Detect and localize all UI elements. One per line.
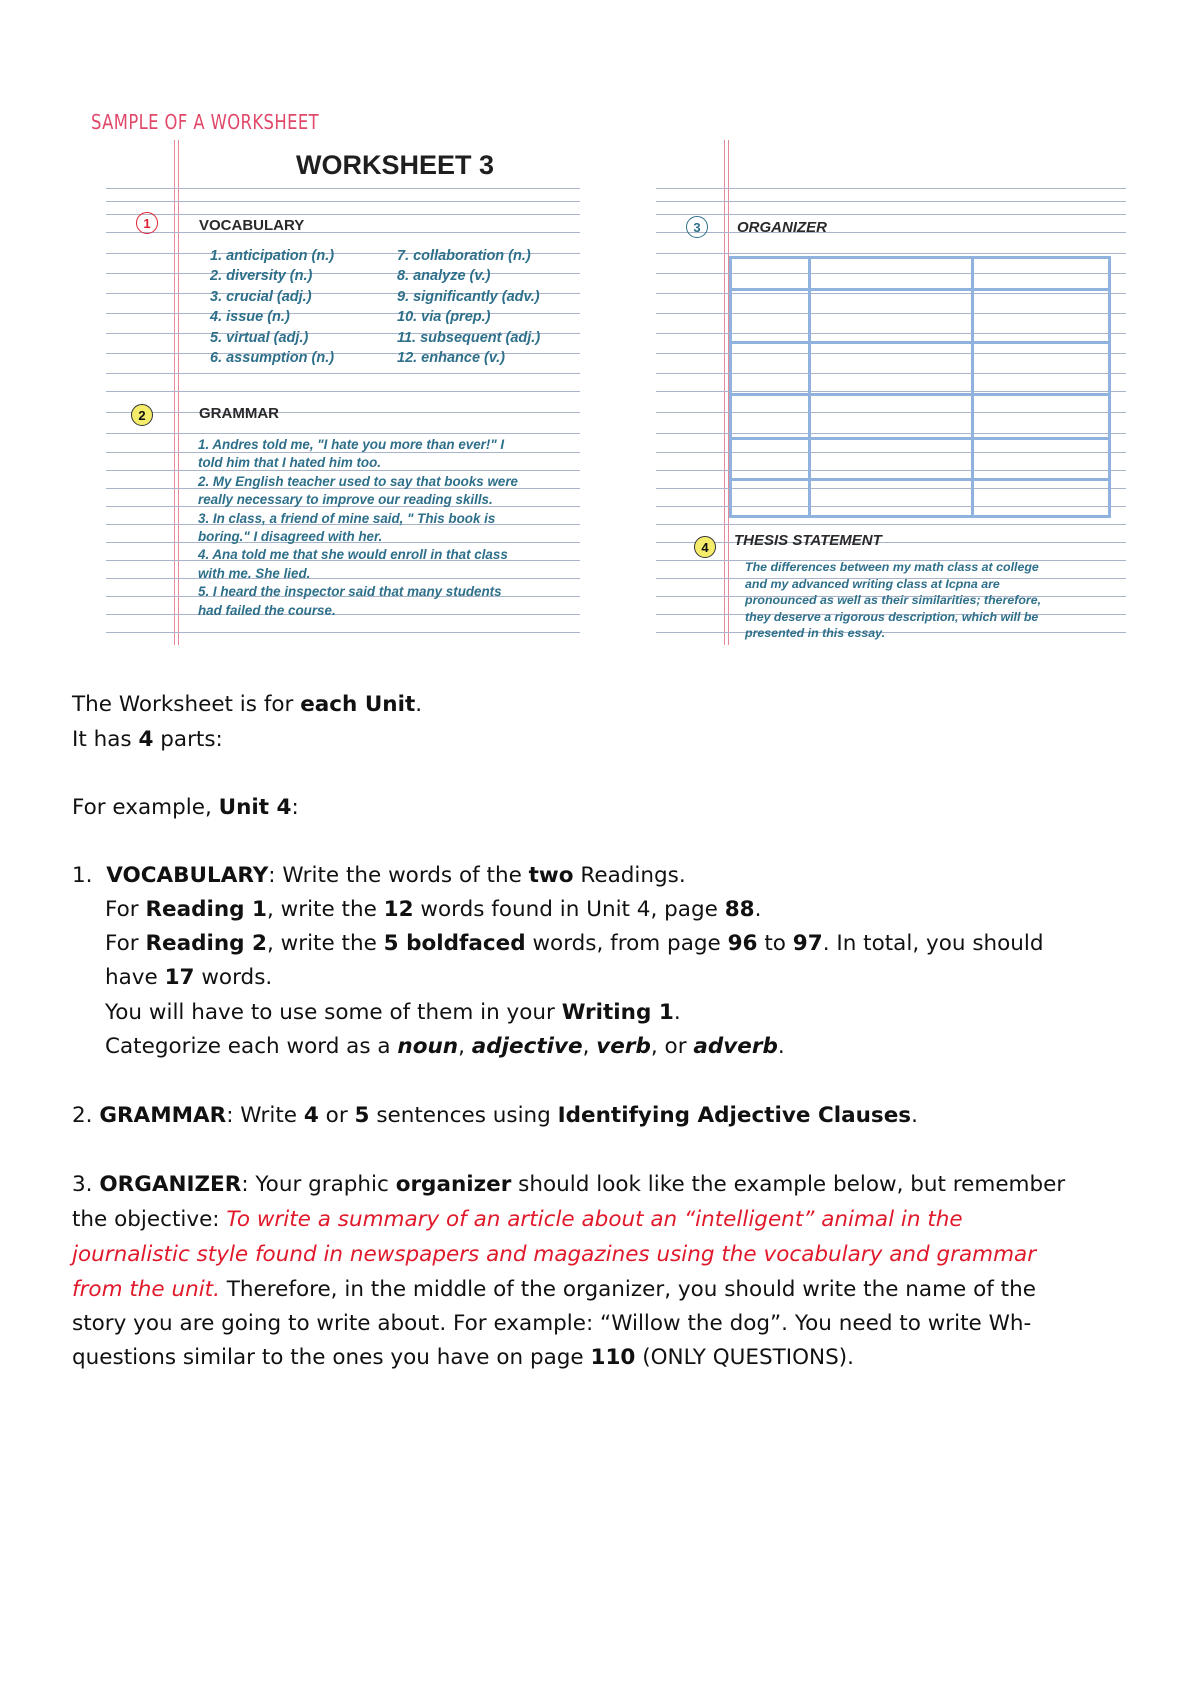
ruled-line [106,201,580,202]
thesis-heading: THESIS STATEMENT [734,532,882,549]
grammar-sentence-line: boring." I disagreed with her. [198,529,383,544]
grammar-sentence-line: 3. In class, a friend of mine said, " This book is [198,510,496,526]
vocab-instruction-line-3: For Reading 2, write the 5 boldfaced words, from page 96 to 97. In total, you should [105,931,1044,956]
organizer-instruction-line-1: 3. ORGANIZER: Your graphic organizer should look like the example below, but remember [72,1172,1066,1197]
section-number-1-badge: 1 [136,212,158,234]
intro-line-3: For example, Unit 4: [72,795,299,820]
ruled-line [656,214,1126,215]
grammar-sentence-line: 4. Ana told me that she would enroll in that class [198,547,508,563]
vocabulary-item: 8. analyze (v.) [397,268,491,285]
vocabulary-item: 6. assumption (n.) [210,350,335,366]
grammar-sentence-line: 5. I heard the inspector said that many students [198,584,502,600]
vocab-instruction-line-4: have 17 words. [105,965,273,990]
ruled-line [106,313,580,314]
organizer-instruction-line-3: journalistic style found in newspapers and magazines using the vocabulary and grammar [72,1242,1037,1267]
ruled-line [656,632,1126,633]
thesis-statement-line: pronounced as well as their similarities; therefore, [745,593,1042,608]
left-lined-paper [106,140,580,645]
thesis-statement-line: and my advanced writing class at Icpna are [745,576,1000,591]
grammar-sentence-line: told him that I hated him too. [198,455,381,471]
vocabulary-item: 9. significantly (adv.) [397,288,540,305]
ruled-line [106,188,580,189]
ruled-line [106,632,580,633]
vocabulary-item: 7. collaboration (n.) [397,248,531,264]
grammar-sentence-line: had failed the course. [198,602,336,618]
ruled-line [106,614,580,615]
ruled-line [106,578,580,579]
worksheet-title: WORKSHEET 3 [296,150,495,180]
vocabulary-item: 3. crucial (adj.) [210,288,312,305]
ruled-line [656,232,1126,233]
thesis-statement-line: The differences between my math class at college [745,560,1039,574]
organizer-instruction-line-2: the objective: To write a summary of an article about an “intelligent” animal in the [72,1207,963,1232]
grammar-instruction: 2. GRAMMAR: Write 4 or 5 sentences using Identifying Adjective Clauses. [72,1103,918,1128]
ruled-line [106,433,580,434]
thesis-statement-line: presented in this essay. [745,626,886,641]
section-number-2-badge: 2 [131,404,153,426]
ruled-line [656,253,1126,254]
ruled-line [656,524,1126,525]
vocabulary-item: 10. via (prep.) [397,309,491,326]
ruled-line [106,373,580,374]
ruled-line [106,232,580,233]
vocabulary-item: 5. virtual (adj.) [210,329,309,346]
grammar-sentence-line: 1. Andres told me, "I hate you more than ever!" I [198,437,505,452]
ruled-line [106,452,580,453]
vocab-instruction-line-5: You will have to use some of them in your Writing 1. [105,1000,681,1025]
ruled-line [656,542,1126,543]
ruled-line [106,214,580,215]
vocabulary-item: 11. subsequent (adj.) [397,329,541,346]
vocabulary-item: 12. enhance (v.) [397,350,505,366]
vocab-instruction-line-1: 1. VOCABULARY: Write the words of the two Readings. [72,863,686,888]
grammar-sentence-line: really necessary to improve our reading skills. [198,492,493,508]
vocab-instruction-line-2: For Reading 1, write the 12 words found in Unit 4, page 88. [105,897,762,922]
section-number-4-badge: 4 [694,536,716,558]
organizer-instruction-line-4: from the unit. Therefore, in the middle of the organizer, you should write the name of the [72,1277,1036,1302]
grammar-sentence-line: with me. She lied. [198,565,311,581]
intro-line-2: It has 4 parts: [72,727,223,752]
section-number-3-badge: 3 [686,216,708,238]
organizer-instruction-line-6: questions similar to the ones you have on page 110 (ONLY QUESTIONS). [72,1345,854,1370]
ruled-line [106,412,580,413]
organizer-instruction-line-5: story you are going to write about. For example: “Willow the dog”. You need to write Wh- [72,1311,1032,1336]
thesis-statement-line: they deserve a rigorous description, which will be [745,609,1039,624]
vocabulary-item: 1. anticipation (n.) [210,248,335,264]
ruled-line [106,353,580,354]
vocabulary-item: 4. issue (n.) [210,309,290,326]
vocabulary-heading: VOCABULARY [199,217,305,234]
grammar-sentence-line: 2. My English teacher used to say that books were [198,473,518,489]
sample-label: SAMPLE OF A WORKSHEET [91,110,320,134]
ruled-line [106,391,580,392]
organizer-heading: ORGANIZER [737,219,827,236]
ruled-line [656,201,1126,202]
organizer-grid [729,256,1111,518]
ruled-line [656,188,1126,189]
vocab-instruction-line-6: Categorize each word as a noun, adjective, verb, or adverb. [105,1034,785,1059]
grammar-heading: GRAMMAR [199,405,279,422]
ruled-line [106,273,580,274]
vocabulary-item: 2. diversity (n.) [210,268,313,285]
intro-line-1: The Worksheet is for each Unit. [72,692,423,717]
